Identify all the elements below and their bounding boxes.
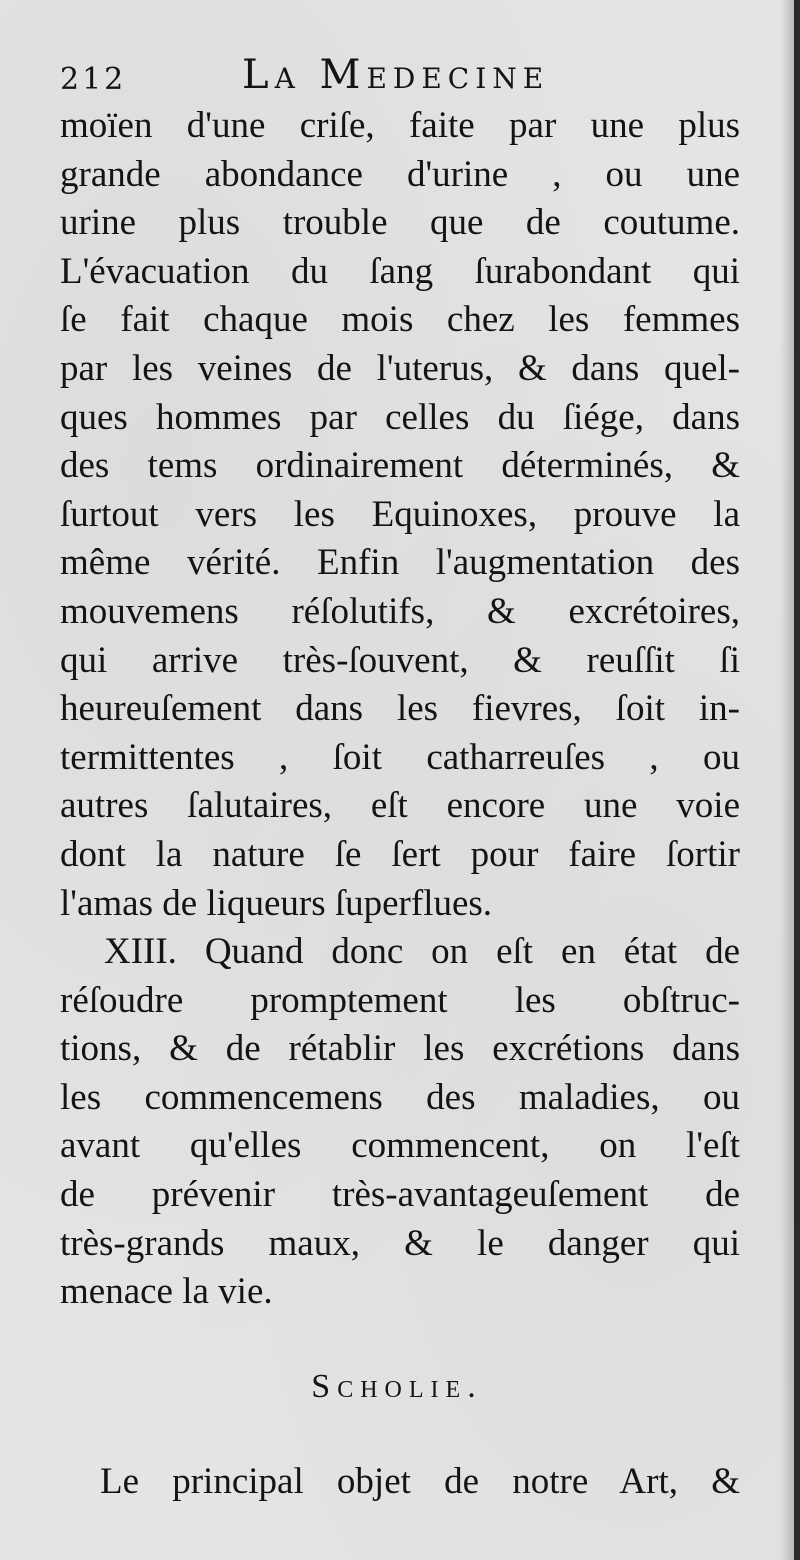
- text-line: qui arrive très-ſouvent, & reuſſit ſi: [60, 639, 740, 681]
- section-heading: Scholie.: [311, 1368, 483, 1405]
- running-title: La Medecine: [242, 52, 550, 98]
- text-line: l'amas de liqueurs ſuperflues.: [60, 882, 493, 924]
- text-line: par les veines de l'uterus, & dans quel-: [60, 347, 740, 389]
- text-line: très-grands maux, & le danger qui: [60, 1222, 740, 1264]
- text-line: termittentes , ſoit catharreuſes , ou: [60, 736, 740, 778]
- text-line: XIII. Quand donc on eſt en état de: [104, 931, 740, 973]
- text-line: de prévenir très-avantageuſement de: [60, 1174, 740, 1216]
- paragraph-2: [60, 928, 740, 1317]
- text-line: autres ſalutaires, eſt encore une voie: [60, 785, 740, 827]
- text-line: ſurtout vers les Equinoxes, prouve la: [60, 493, 740, 535]
- text-line: les commencemens des maladies, ou: [60, 1076, 740, 1118]
- text-line: même vérité. Enfin l'augmentation des: [60, 542, 740, 584]
- text-line: ques hommes par celles du ſiége, dans: [60, 396, 740, 438]
- text-line: grande abondance d'urine , ou une: [60, 153, 740, 195]
- text-line: mouvemens réſolutifs, & excrétoires,: [60, 590, 740, 632]
- text-line: ſe fait chaque mois chez les femmes: [60, 299, 740, 341]
- text-line: urine plus trouble que de coutume.: [60, 202, 740, 244]
- text-line: dont la nature ſe ſert pour faire ſortir: [60, 833, 740, 875]
- text-line: L'évacuation du ſang ſurabondant qui: [60, 250, 740, 292]
- spine-shadow: [780, 0, 794, 1560]
- body-text: [60, 102, 740, 1317]
- text-line: réſoudre promptement les obſtruc-: [60, 979, 740, 1021]
- text-line: menace la vie.: [60, 1271, 273, 1313]
- final-line: Le principal objet de notre Art, &: [100, 1461, 740, 1502]
- text-line: tions, & de rétablir les excrétions dans: [60, 1028, 740, 1070]
- page-number: 212: [60, 62, 127, 97]
- text-line: moïen d'une criſe, faite par une plus: [60, 105, 740, 146]
- text-line: des tems ordinairement déterminés, &: [60, 445, 740, 487]
- paragraph-1: [60, 102, 740, 928]
- running-header: [60, 48, 580, 98]
- text-line: heureuſement dans les fievres, ſoit in-: [60, 688, 740, 730]
- text-line: avant qu'elles commencent, on l'eſt: [60, 1125, 740, 1167]
